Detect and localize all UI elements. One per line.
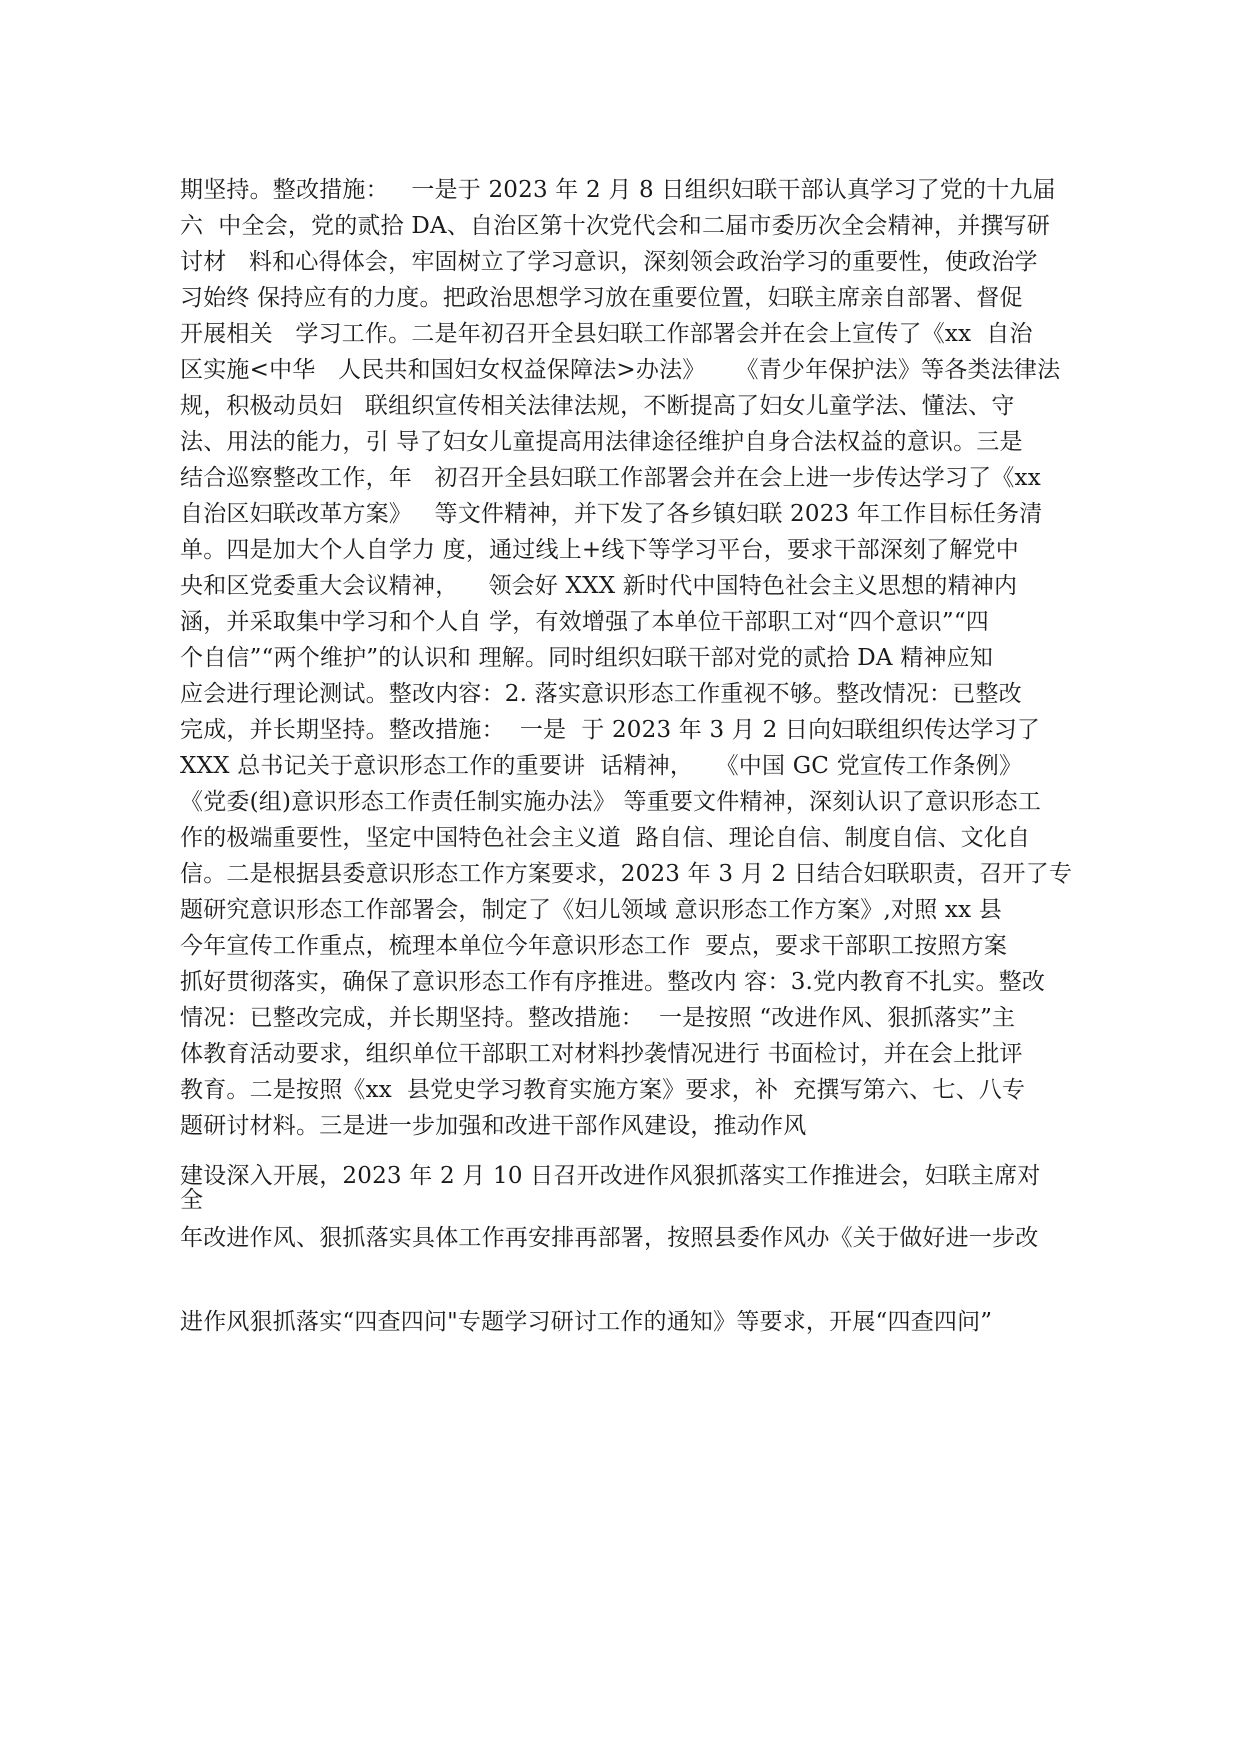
- text-line: 今年宣传工作重点，梳理本单位今年意识形态工作 要点，要求干部职工按照方案: [180, 933, 1008, 959]
- text-line: 讨材 料和心得体会，牢固树立了学习意识，深刻领会政治学习的重要性，使政治学: [180, 249, 1038, 275]
- text-line: 央和区党委重大会议精神， 领会好 XXX 新时代中国特色社会主义思想的精神内: [180, 573, 1018, 599]
- text-line: 《党委(组)意识形态工作责任制实施办法》 等重要文件精神，深刻认识了意识形态工: [180, 789, 1042, 815]
- text-line: 自治区妇联改革方案》 等文件精神，并下发了各乡镇妇联 2023 年工作目标任务清: [180, 501, 1043, 527]
- text-line: 规，积极动员妇 联组织宣传相关法律法规，不断提高了妇女儿童学法、懂法、守: [180, 393, 1015, 419]
- text-line: 开展相关 学习工作。二是年初召开全县妇联工作部署会并在会上宣传了《xx 自治: [180, 321, 1033, 347]
- text-line: 作的极端重要性，坚定中国特色社会主义道 路自信、理论自信、制度自信、文化自: [180, 825, 1031, 851]
- text-line: 完成，并长期坚持。整改措施： 一是 于 2023 年 3 月 2 日向妇联组织传达学习了: [180, 717, 1041, 743]
- text-line: 题研究意识形态工作部署会，制定了《妇儿领域 意识形态工作方案》,对照 xx 县: [180, 897, 1002, 923]
- text-line: 信。二是根据县委意识形态工作方案要求，2023 年 3 月 2 日结合妇联职责，召开了专: [180, 861, 1073, 887]
- text-line: 个自信”“两个维护”的认识和 理解。同时组织妇联干部对党的贰拾 DA 精神应知: [180, 645, 994, 671]
- text-line: 应会进行理论测试。整改内容：2. 落实意识形态工作重视不够。整改情况：已整改: [180, 681, 1022, 707]
- text-line: XXX 总书记关于意识形态工作的重要讲 话精神， 《中国 GC 党宣传工作条例》: [180, 753, 1023, 779]
- text-line: 进作风狠抓落实“四查四问"专题学习研讨工作的通知》等要求，开展“四查四问”: [180, 1309, 993, 1335]
- text-line: 法、用法的能力，引 导了妇女儿童提高用法律途径维护自身合法权益的意识。三是: [180, 429, 1023, 455]
- text-line: 抓好贯彻落实，确保了意识形态工作有序推进。整改内 容：3.党内教育不扎实。整改: [180, 969, 1046, 995]
- text-line: 建设深入开展，2023 年 2 月 10 日召开改进作风狠抓落实工作推进会，妇联主席对: [180, 1163, 1041, 1189]
- text-line: 涵，并采取集中学习和个人自 学，有效增强了本单位干部职工对“四个意识”“四: [180, 609, 989, 635]
- text-line: 习始终 保持应有的力度。把政治思想学习放在重要位置，妇联主席亲自部署、督促: [180, 285, 1023, 311]
- text-line: 单。四是加大个人自学力 度，通过线上+线下等学习平台，要求干部深刻了解党中: [180, 537, 1019, 563]
- text-line: 结合巡察整改工作，年 初召开全县妇联工作部署会并在会上进一步传达学习了《xx: [180, 465, 1041, 491]
- text-line: 六 中全会，党的贰拾 DA、自治区第十次党代会和二届市委历次全会精神，并撰写研: [180, 213, 1050, 239]
- text-line: 教育。二是按照《xx 县党史学习教育实施方案》要求，补 充撰写第六、七、八专: [180, 1077, 1026, 1103]
- text-line: 体教育活动要求，组织单位干部职工对材料抄袭情况进行 书面检讨，并在会上批评: [180, 1041, 1023, 1067]
- text-line-wrap: 全: [180, 1187, 204, 1213]
- text-line: 期坚持。整改措施： 一是于 2023 年 2 月 8 日组织妇联干部认真学习了党的十九届: [180, 177, 1056, 203]
- text-line: 年改进作风、狠抓落实具体工作再安排再部署，按照县委作风办《关于做好进一步改: [180, 1225, 1039, 1251]
- text-line: 情况：已整改完成，并长期坚持。整改措施： 一是按照 “改进作风、狠抓落实”主: [180, 1005, 1016, 1031]
- text-line: 题研讨材料。三是进一步加强和改进干部作风建设，推动作风: [180, 1113, 807, 1139]
- text-line: 区实施<中华 人民共和国妇女权益保障法>办法》 《青少年保护法》等各类法律法: [180, 357, 1061, 383]
